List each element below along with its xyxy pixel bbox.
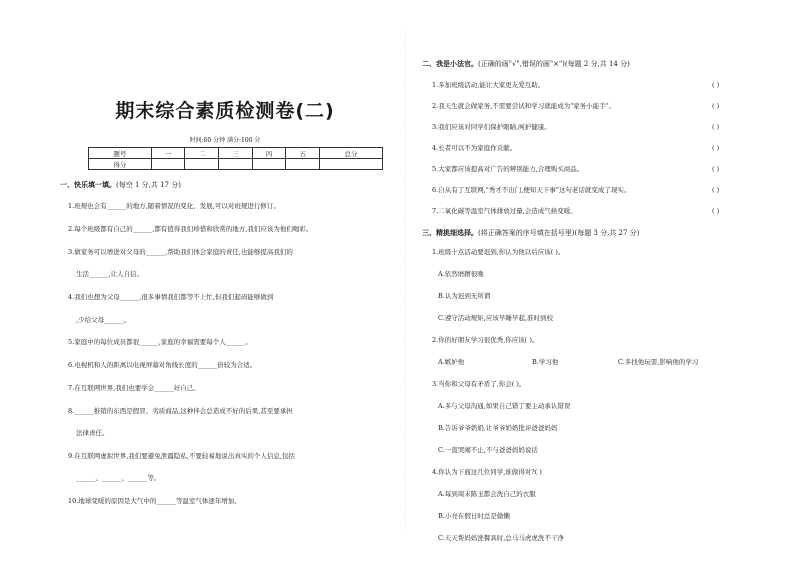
choice-question-1: 1.班级十点活动要迟到,你认为他以后应该( )。 xyxy=(432,248,565,256)
fill-question-4-cont: ,少给父母______。 xyxy=(76,316,131,324)
score-cell: 一 xyxy=(151,148,185,159)
fill-question-2: 2.每个班级都有自己的______,都有值得我们珍惜和欣赏的地方,我们应该为他们喝彩。 xyxy=(68,225,313,233)
fill-question-5: 5.家庭中的每位成员都很______,家庭的幸福需要每个人______。 xyxy=(68,338,252,346)
score-cell: 二 xyxy=(185,148,219,159)
score-cell: 得分 xyxy=(89,159,152,170)
judge-item-1: 1.多加班级活动,能让大家更友爱互助。 xyxy=(432,81,545,89)
choice-question-4: 4.你认为下面这几位同学,谁做得对?( ) xyxy=(432,468,542,476)
score-cell: 题号 xyxy=(89,148,152,159)
judge-answer-5: ( ) xyxy=(712,165,720,173)
fill-question-3-cont: 生活______,让人自信。 xyxy=(76,270,144,278)
score-cell xyxy=(252,159,286,170)
choice-2-option-a: A.嫉妒他 xyxy=(438,358,465,366)
judge-item-6: 6.自从有了互联网,"秀才不出门,便知天下事"这句老话就变成了现实。 xyxy=(432,186,631,194)
judge-item-4: 4.长者可以不为家庭作贡献。 xyxy=(432,144,517,152)
choice-1-option-b: B.认为迟到无所谓 xyxy=(438,292,491,300)
score-cell xyxy=(185,159,219,170)
fill-question-7: 7.在互联网世界,我们也要学会______好自己。 xyxy=(68,384,200,392)
fill-question-3: 3.做家务可以增进对父母的______,帮助我们体会家庭的责任,也能够提高我们的 xyxy=(68,248,293,256)
score-cell: 三 xyxy=(219,148,253,159)
judge-item-5: 5.大家都应该提高对广告的辨别能力,合理购买商品。 xyxy=(432,165,584,173)
score-cell xyxy=(151,159,185,170)
score-table-score-row xyxy=(89,159,383,170)
score-table-header-row xyxy=(89,148,383,159)
choice-question-2: 2.你的好朋友学习很优秀,你应该( )。 xyxy=(432,336,539,344)
section-1-title: 一、快乐填一填。 xyxy=(60,180,116,189)
score-table xyxy=(88,147,383,170)
fill-question-1: 1.班规也会有______的地方,随着情况的变化、发展,可以对班规进行修订。 xyxy=(68,202,280,210)
choice-3-option-a: A.多与父母沟通,如果自己错了要主动承认错误 xyxy=(438,402,571,410)
fill-question-6: 6.电视机和人的距离以电视屏幕对角线长度的______倍较为合适。 xyxy=(68,361,257,369)
section-2-heading xyxy=(422,59,630,69)
choice-4-option-b: B.小亮在假日时总是偷懒 xyxy=(438,512,510,520)
judge-answer-4: ( ) xyxy=(712,144,720,152)
choice-question-3: 3.当你和父母有矛盾了,你会( )。 xyxy=(432,380,526,388)
fill-question-4: 4.我们也想为父母______,很多事情我们都等不上忙,但我们起码能够做到 xyxy=(68,293,274,301)
section-2-title: 二、我是小法官。 xyxy=(422,59,478,68)
score-cell xyxy=(219,159,253,170)
section-2-note: (正确的画"√",错误的画"×")(每题 2 分,共 14 分) xyxy=(478,60,630,68)
judge-item-3: 3.我们应该对同学们保护眼睛,呵护健康。 xyxy=(432,123,551,131)
judge-answer-2: ( ) xyxy=(712,102,720,110)
right-column xyxy=(422,0,772,561)
choice-2-option-c: C.多找他玩耍,影响他的学习 xyxy=(618,358,699,366)
left-column xyxy=(60,0,390,561)
section-3-heading xyxy=(422,228,639,238)
choice-1-option-c: C.遵守活动规矩,应该早睡早起,准时到校 xyxy=(438,314,553,322)
choice-1-option-a: A.依然磨蹭很晚 xyxy=(438,270,484,278)
fill-question-9-cont: ______、______、______等。 xyxy=(76,474,161,482)
score-cell: 五 xyxy=(286,148,320,159)
judge-answer-3: ( ) xyxy=(712,123,720,131)
fold-line xyxy=(405,30,406,530)
judge-item-2: 2.我天生就会做家务,不需要尝试和学习就能成为"家务小能手"。 xyxy=(432,102,616,110)
score-cell: 总分 xyxy=(320,148,383,159)
section-3-title: 三、精挑细选择。 xyxy=(422,228,478,237)
exam-meta: 时间:60 分钟 满分:100 分 xyxy=(189,137,261,144)
choice-3-option-b: B.告诉爷爷奶奶,让爷爷奶奶批评爸爸妈妈 xyxy=(438,424,558,432)
score-cell: 四 xyxy=(252,148,286,159)
fill-question-8: 8.______推销的东西是假冒、劣质商品,这种伴会总造成不好的后果,甚至要承担 xyxy=(68,407,293,415)
fill-question-9: 9.在互联网虚拟世界,我们要避免泄露隐私,不要轻易地说出真实的个人信息,包括 xyxy=(68,452,295,460)
judge-answer-1: ( ) xyxy=(712,81,720,89)
choice-3-option-c: C.一直哭闹不止,不与爸爸妈妈说话 xyxy=(438,446,538,454)
section-3-note: (将正确答案的序号填在括号里)(每题 3 分,共 27 分) xyxy=(478,229,640,237)
choice-4-option-a: A.每到周末陈玉都会洗自己的衣服 xyxy=(438,490,536,498)
score-cell xyxy=(320,159,383,170)
choice-2-option-b: B.学习他 xyxy=(532,358,559,366)
fill-question-10: 10.地球变暖的原因是大气中的______等温室气体逐年增加。 xyxy=(68,497,241,505)
section-1-heading xyxy=(60,180,181,190)
score-cell xyxy=(286,159,320,170)
judge-item-7: 7.二氧化碳等温室气体排放过量,会造成气候变暖。 xyxy=(432,207,577,215)
section-1-note: (每空 1 分,共 17 分) xyxy=(116,181,181,189)
choice-4-option-c: C.天天帮妈妈洗餐具时,总马马虎虎洗不干净 xyxy=(438,534,564,542)
judge-answer-6: ( ) xyxy=(712,186,720,194)
exam-title: 期末综合素质检测卷(二) xyxy=(115,100,335,122)
judge-answer-7: ( ) xyxy=(712,207,720,215)
fill-question-8-cont: 法律责任。 xyxy=(76,429,109,437)
